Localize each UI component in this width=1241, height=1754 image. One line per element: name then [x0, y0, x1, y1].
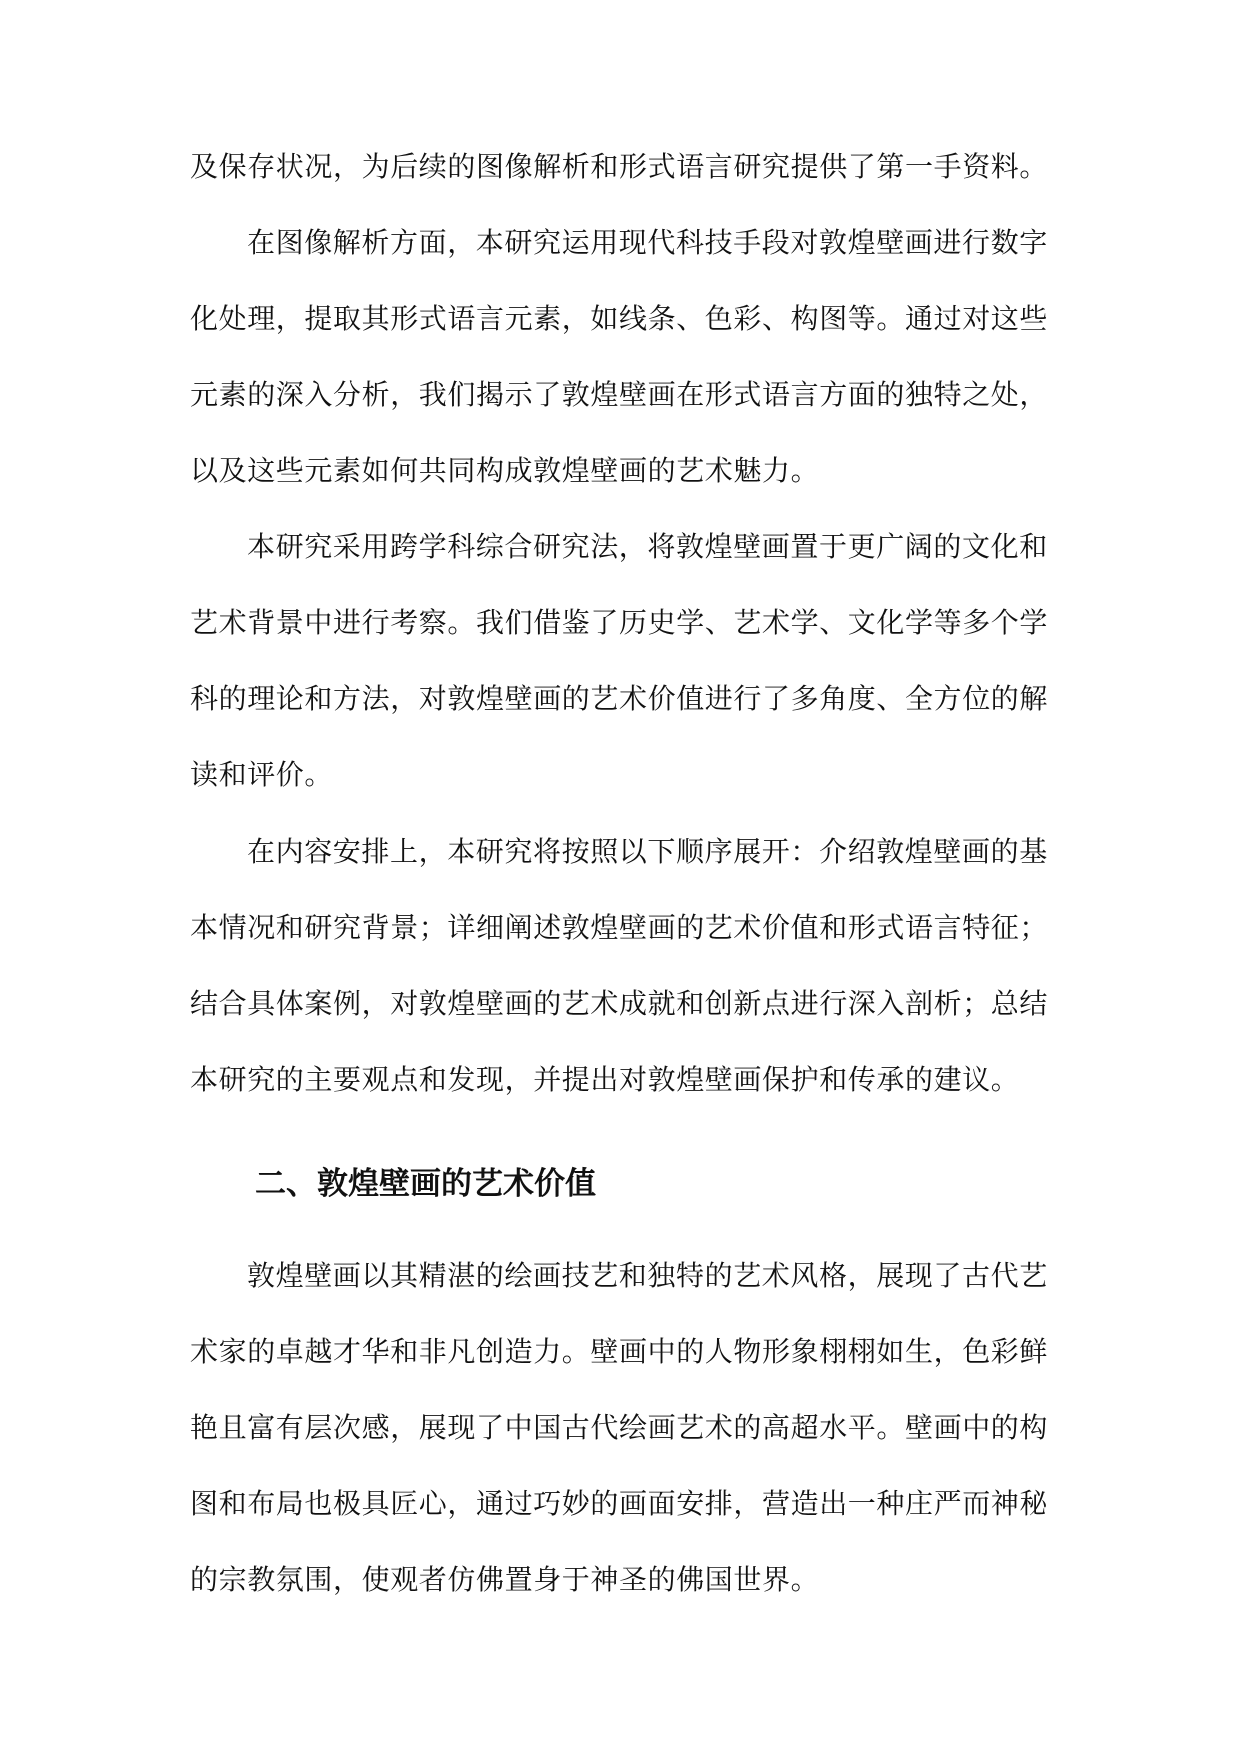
text-line: 读和评价。	[190, 758, 334, 791]
text-line: 本情况和研究背景；详细阐述敦煌壁画的艺术价值和形式语言特征；	[190, 911, 1049, 944]
text-line: 图和布局也极具匠心，通过巧妙的画面安排，营造出一种庄严而神秘	[190, 1487, 1049, 1520]
text-line: 在图像解析方面，本研究运用现代科技手段对敦煌壁画进行数字	[247, 226, 1048, 259]
text-line: 结合具体案例，对敦煌壁画的艺术成就和创新点进行深入剖析；总结	[190, 987, 1049, 1020]
text-line: 元素的深入分析，我们揭示了敦煌壁画在形式语言方面的独特之处，	[190, 378, 1049, 411]
text-line: 本研究的主要观点和发现，并提出对敦煌壁画保护和传承的建议。	[190, 1063, 1020, 1096]
text-line: 艳且富有层次感，展现了中国古代绘画艺术的高超水平。壁画中的构	[190, 1411, 1049, 1444]
text-line: 化处理，提取其形式语言元素，如线条、色彩、构图等。通过对这些	[190, 302, 1049, 335]
text-line: 及保存状况，为后续的图像解析和形式语言研究提供了第一手资料。	[190, 150, 1049, 183]
text-line: 在内容安排上，本研究将按照以下顺序展开：介绍敦煌壁画的基	[247, 835, 1048, 868]
text-line: 以及这些元素如何共同构成敦煌壁画的艺术魅力。	[190, 454, 820, 487]
text-line: 的宗教氛围，使观者仿佛置身于神圣的佛国世界。	[190, 1563, 820, 1596]
section-heading: 二、敦煌壁画的艺术价值	[255, 1166, 596, 1202]
text-line: 艺术背景中进行考察。我们借鉴了历史学、艺术学、文化学等多个学	[190, 606, 1049, 639]
text-line: 术家的卓越才华和非凡创造力。壁画中的人物形象栩栩如生，色彩鲜	[190, 1335, 1049, 1368]
text-line: 本研究采用跨学科综合研究法，将敦煌壁画置于更广阔的文化和	[247, 530, 1048, 563]
text-line: 敦煌壁画以其精湛的绘画技艺和独特的艺术风格，展现了古代艺	[247, 1259, 1048, 1292]
text-line: 科的理论和方法，对敦煌壁画的艺术价值进行了多角度、全方位的解	[190, 682, 1049, 715]
